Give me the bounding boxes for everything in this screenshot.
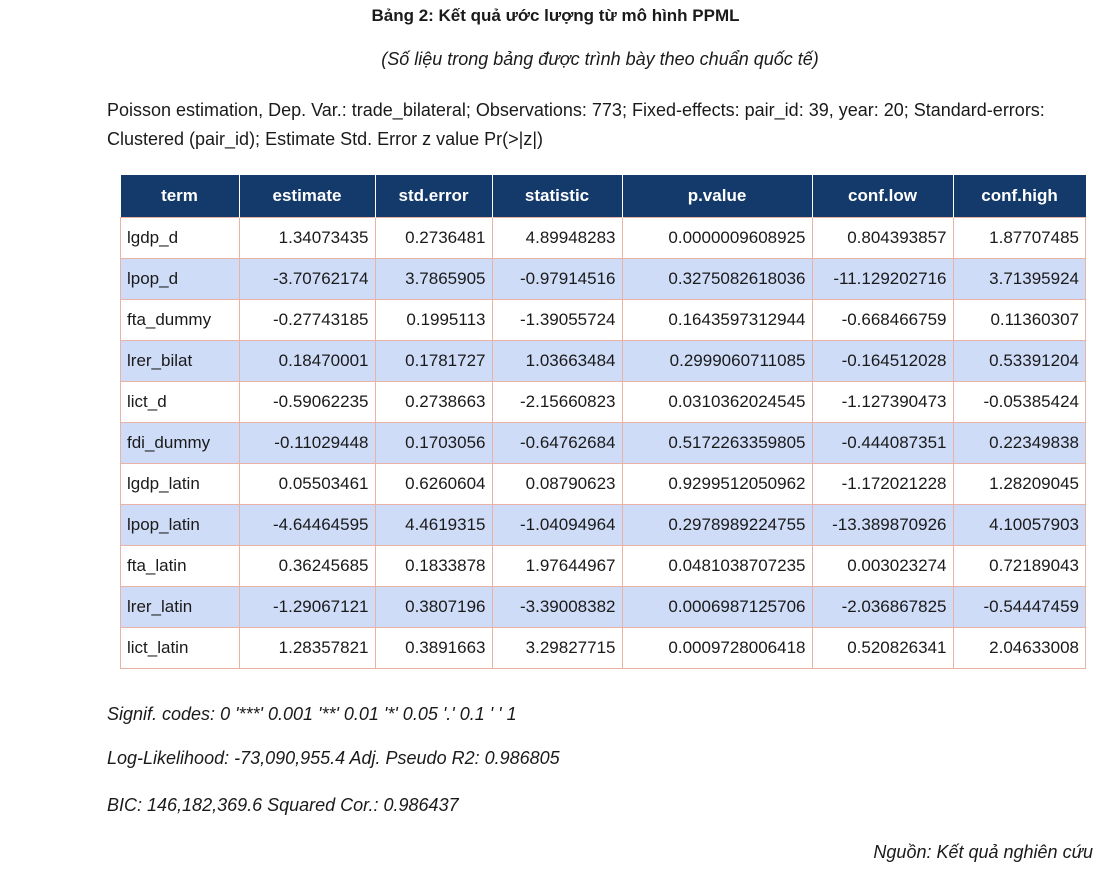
cell-term: lgdp_d — [121, 218, 240, 259]
cell-conf-high: 1.28209045 — [953, 464, 1086, 505]
table-row — [121, 259, 1086, 300]
table-body — [121, 218, 1086, 669]
cell-estimate: -4.64464595 — [239, 505, 375, 546]
cell-statistic: 4.89948283 — [492, 218, 622, 259]
column-header-term: term — [121, 175, 240, 218]
cell-p-value: 0.3275082618036 — [622, 259, 812, 300]
table-row — [121, 218, 1086, 259]
cell-std-error: 0.1781727 — [375, 341, 492, 382]
cell-std-error: 0.3891663 — [375, 628, 492, 669]
model-description: Poisson estimation, Dep. Var.: trade_bilateral; Observations: 773; Fixed-effects: pair_id: 39, year: 20; Standard-errors: Clustered (pair_id); Estimate Std. Error z value Pr(>|z|) — [107, 100, 1045, 149]
cell-p-value: 0.9299512050962 — [622, 464, 812, 505]
cell-estimate: -1.29067121 — [239, 587, 375, 628]
cell-estimate: -0.27743185 — [239, 300, 375, 341]
cell-conf-high: 0.72189043 — [953, 546, 1086, 587]
cell-conf-high: 0.11360307 — [953, 300, 1086, 341]
cell-conf-low: -1.127390473 — [812, 382, 953, 423]
column-header-estimate: estimate — [239, 175, 375, 218]
cell-statistic: -0.64762684 — [492, 423, 622, 464]
cell-conf-low: -0.164512028 — [812, 341, 953, 382]
cell-std-error: 0.1833878 — [375, 546, 492, 587]
cell-p-value: 0.0006987125706 — [622, 587, 812, 628]
cell-statistic: -0.97914516 — [492, 259, 622, 300]
table-row — [121, 628, 1086, 669]
table-row — [121, 423, 1086, 464]
cell-statistic: -1.04094964 — [492, 505, 622, 546]
cell-conf-high: 1.87707485 — [953, 218, 1086, 259]
table-row — [121, 546, 1086, 587]
log-likelihood-note: Log-Likelihood: -73,090,955.4 Adj. Pseudo R2: 0.986805 — [107, 748, 560, 768]
table-row — [121, 341, 1086, 382]
table-row — [121, 300, 1086, 341]
cell-term: lpop_latin — [121, 505, 240, 546]
cell-estimate: 1.34073435 — [239, 218, 375, 259]
column-header-conf-high: conf.high — [953, 175, 1086, 218]
cell-p-value: 0.2999060711085 — [622, 341, 812, 382]
cell-estimate: 1.28357821 — [239, 628, 375, 669]
cell-estimate: -0.11029448 — [239, 423, 375, 464]
cell-conf-high: 4.10057903 — [953, 505, 1086, 546]
table-row — [121, 587, 1086, 628]
column-header-std-error: std.error — [375, 175, 492, 218]
cell-statistic: 1.97644967 — [492, 546, 622, 587]
cell-conf-high: 3.71395924 — [953, 259, 1086, 300]
cell-p-value: 0.0481038707235 — [622, 546, 812, 587]
cell-conf-low: 0.804393857 — [812, 218, 953, 259]
cell-estimate: 0.36245685 — [239, 546, 375, 587]
cell-conf-low: 0.003023274 — [812, 546, 953, 587]
cell-conf-high: 0.22349838 — [953, 423, 1086, 464]
cell-statistic: -2.15660823 — [492, 382, 622, 423]
cell-term: lrer_bilat — [121, 341, 240, 382]
cell-p-value: 0.0310362024545 — [622, 382, 812, 423]
cell-std-error: 4.4619315 — [375, 505, 492, 546]
cell-conf-low: -1.172021228 — [812, 464, 953, 505]
cell-term: fta_dummy — [121, 300, 240, 341]
cell-std-error: 0.6260604 — [375, 464, 492, 505]
table-row — [121, 464, 1086, 505]
cell-std-error: 0.2736481 — [375, 218, 492, 259]
signif-codes-note: Signif. codes: 0 '***' 0.001 '**' 0.01 '*' 0.05 '.' 0.1 ' ' 1 — [107, 704, 517, 724]
cell-statistic: -3.39008382 — [492, 587, 622, 628]
cell-p-value: 0.5172263359805 — [622, 423, 812, 464]
results-table — [120, 175, 1086, 669]
source-note: Nguồn: Kết quả nghiên cứu — [873, 842, 1093, 862]
cell-conf-high: 2.04633008 — [953, 628, 1086, 669]
table-header-row — [121, 175, 1086, 218]
bic-note: BIC: 146,182,369.6 Squared Cor.: 0.986437 — [107, 795, 459, 815]
cell-conf-low: -13.389870926 — [812, 505, 953, 546]
column-header-conf-low: conf.low — [812, 175, 953, 218]
cell-conf-low: -0.668466759 — [812, 300, 953, 341]
table-title: Bảng 2: Kết quả ước lượng từ mô hình PPML — [371, 6, 740, 25]
cell-conf-high: -0.54447459 — [953, 587, 1086, 628]
cell-estimate: 0.18470001 — [239, 341, 375, 382]
table-row — [121, 382, 1086, 423]
cell-estimate: 0.05503461 — [239, 464, 375, 505]
cell-p-value: 0.0009728006418 — [622, 628, 812, 669]
cell-estimate: -3.70762174 — [239, 259, 375, 300]
cell-conf-high: -0.05385424 — [953, 382, 1086, 423]
cell-estimate: -0.59062235 — [239, 382, 375, 423]
column-header-statistic: statistic — [492, 175, 622, 218]
table-subtitle: (Số liệu trong bảng được trình bày theo chuẩn quốc tế) — [381, 49, 819, 69]
cell-std-error: 0.2738663 — [375, 382, 492, 423]
cell-std-error: 3.7865905 — [375, 259, 492, 300]
cell-p-value: 0.0000009608925 — [622, 218, 812, 259]
cell-conf-high: 0.53391204 — [953, 341, 1086, 382]
cell-term: fdi_dummy — [121, 423, 240, 464]
table-row — [121, 505, 1086, 546]
cell-term: lrer_latin — [121, 587, 240, 628]
cell-conf-low: -0.444087351 — [812, 423, 953, 464]
cell-statistic: -1.39055724 — [492, 300, 622, 341]
cell-term: lpop_d — [121, 259, 240, 300]
cell-statistic: 0.08790623 — [492, 464, 622, 505]
cell-term: lgdp_latin — [121, 464, 240, 505]
cell-std-error: 0.1995113 — [375, 300, 492, 341]
column-header-p-value: p.value — [622, 175, 812, 218]
cell-conf-low: -11.129202716 — [812, 259, 953, 300]
cell-conf-low: -2.036867825 — [812, 587, 953, 628]
cell-conf-low: 0.520826341 — [812, 628, 953, 669]
cell-std-error: 0.3807196 — [375, 587, 492, 628]
cell-term: lict_latin — [121, 628, 240, 669]
cell-std-error: 0.1703056 — [375, 423, 492, 464]
cell-statistic: 3.29827715 — [492, 628, 622, 669]
cell-statistic: 1.03663484 — [492, 341, 622, 382]
cell-p-value: 0.1643597312944 — [622, 300, 812, 341]
cell-term: fta_latin — [121, 546, 240, 587]
cell-term: lict_d — [121, 382, 240, 423]
cell-p-value: 0.2978989224755 — [622, 505, 812, 546]
